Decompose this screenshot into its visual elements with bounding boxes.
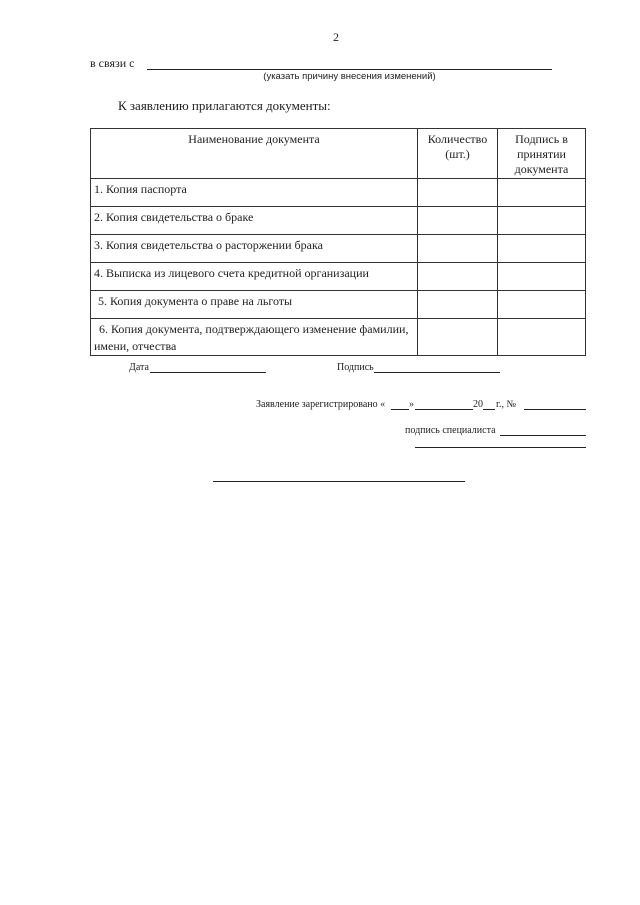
row-quantity-cell[interactable] [418, 207, 498, 235]
reason-hint: (указать причину внесения изменений) [263, 71, 436, 82]
registered-label: Заявление зарегистрировано « [256, 399, 386, 410]
row-signature-cell[interactable] [498, 235, 586, 263]
table-row [91, 235, 586, 263]
row-quantity-cell[interactable] [418, 179, 498, 207]
table-row [91, 179, 586, 207]
signature-input-line[interactable] [374, 372, 500, 373]
date-label: Дата [129, 362, 149, 373]
row-quantity-cell[interactable] [418, 263, 498, 291]
page-number: 2 [333, 30, 339, 44]
reason-label: в связи с [90, 56, 135, 70]
row-document-name: 3. Копия свидетельства о расторжении брака [91, 235, 418, 263]
row-document-name: 5. Копия документа о праве на льготы [91, 291, 418, 319]
row-document-name: 4. Выписка из лицевого счета кредитной организации [91, 263, 418, 291]
reason-input-line[interactable] [147, 69, 552, 70]
specialist-signature-line[interactable] [500, 435, 586, 436]
registered-number-label: г., № [496, 399, 517, 410]
registered-quote-close: » [409, 399, 414, 410]
header-quantity: Количество (шт.) [418, 129, 498, 179]
row-signature-cell[interactable] [498, 179, 586, 207]
row-document-name: 1. Копия паспорта [91, 179, 418, 207]
header-document-name: Наименование документа [91, 129, 418, 179]
table-row [91, 207, 586, 235]
row-document-name: 6. Копия документа, подтверждающего изменение фамилии, имени, отчества [91, 319, 418, 356]
attachments-heading: К заявлению прилагаются документы: [118, 98, 331, 113]
signature-label: Подпись [337, 362, 374, 373]
registered-day-line[interactable] [391, 409, 409, 410]
registered-number-line[interactable] [524, 409, 586, 410]
documents-table [90, 128, 586, 356]
registered-month-line[interactable] [415, 409, 473, 410]
date-input-line[interactable] [150, 372, 266, 373]
registered-year-line[interactable] [483, 409, 495, 410]
table-row [91, 319, 586, 356]
specialist-signature-label: подпись специалиста [405, 425, 496, 436]
row-document-name: 2. Копия свидетельства о браке [91, 207, 418, 235]
row-quantity-cell[interactable] [418, 235, 498, 263]
table-header-row [91, 129, 586, 179]
specialist-name-line[interactable] [415, 447, 586, 448]
row-signature-cell[interactable] [498, 207, 586, 235]
row-signature-cell[interactable] [498, 263, 586, 291]
row-quantity-cell[interactable] [418, 319, 498, 356]
registered-year-prefix: 20 [473, 399, 483, 410]
table-row [91, 263, 586, 291]
row-signature-cell[interactable] [498, 291, 586, 319]
row-quantity-cell[interactable] [418, 291, 498, 319]
table-row [91, 291, 586, 319]
bottom-separator-line [213, 481, 465, 482]
header-signature: Подпись в принятии документа [498, 129, 586, 179]
row-signature-cell[interactable] [498, 319, 586, 356]
